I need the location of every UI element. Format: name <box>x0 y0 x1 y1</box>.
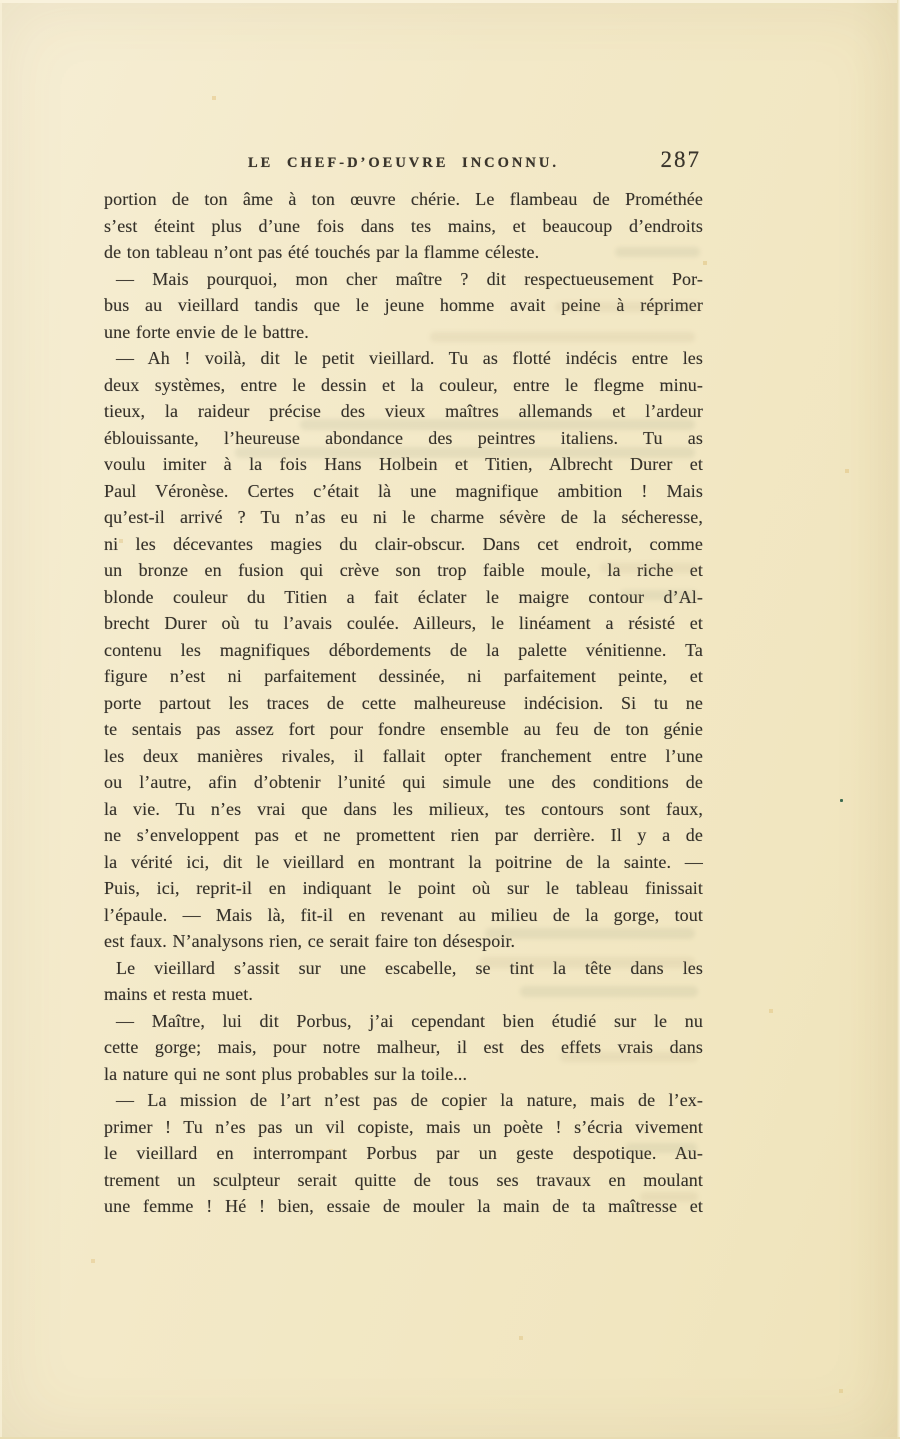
text-line: — La mission de l’art n’est pas de copier la nature, mais de l’ex- <box>116 1090 703 1110</box>
bleed-through-smudge <box>300 419 695 430</box>
bleed-through-smudge <box>520 986 698 997</box>
page-edge-left <box>0 0 2 1439</box>
bleed-through-smudge <box>620 590 698 600</box>
running-head <box>104 147 703 178</box>
text-line: la vie. Tu n’es vrai que dans les milieux, tes contours sont faux, <box>104 798 703 819</box>
text-line: ne s’enveloppent pas et ne promettent rien par derrière. Il y a de <box>104 825 703 845</box>
text-line: brecht Durer où tu l’avais coulée. Ailleurs, le linéament a résisté et <box>104 613 703 633</box>
text-line: porte partout les traces de cette malheureuse indécision. Si tu ne <box>104 692 703 713</box>
text-line: la vérité ici, dit le vieillard en montrant la poitrine de la sainte. — <box>104 851 703 872</box>
text-line: contenu les magnifiques débordements de la palette vénitienne. Ta <box>104 639 703 660</box>
bleed-through-smudge <box>615 247 700 257</box>
page-edge-top <box>0 0 900 3</box>
text-line: tieux, la raideur précise des vieux maîtres allemands et l’ardeur <box>104 401 703 421</box>
running-title: LE CHEF-D’OEUVRE INCONNU. <box>248 155 559 171</box>
text-line: Puis, ici, reprit-il en indiquant le point où sur le tableau finissait <box>104 878 703 898</box>
bleed-through-smudge <box>235 447 695 458</box>
green-ink-speck <box>840 799 843 802</box>
text-line: voulu imiter à la fois Hans Holbein et Titien, Albrecht Durer et <box>104 454 703 474</box>
text-line: blonde couleur du Titien a fait éclater le maigre contour d’Al- <box>104 586 703 607</box>
text-line: de ton tableau n’ont pas été touchés par la flamme céleste. <box>104 242 540 262</box>
bleed-through-smudge <box>555 302 700 312</box>
text-line: le vieillard en interrompant Porbus par un geste despotique. Au- <box>104 1143 703 1163</box>
text-line: cette gorge; mais, pour notre malheur, il est des effets vrais dans <box>104 1037 703 1057</box>
paper-specks <box>0 0 2 2</box>
text-line: ou l’autre, afin d’obtenir l’unité qui simule une des conditions de <box>104 772 703 792</box>
bleed-through-smudge <box>640 1192 698 1202</box>
text-line: une femme ! Hé ! bien, essaie de mouler la main de ta maîtresse et <box>104 1196 703 1216</box>
text-line: trement un sculpteur serait quitte de tous ses travaux en moulant <box>104 1169 703 1190</box>
bleed-through-smudge <box>600 563 698 573</box>
text-line: figure n’est ni parfaitement dessinée, ni parfaitement peinte, et <box>104 666 703 686</box>
text-line: primer ! Tu n’es pas un vil copiste, mais un poète ! s’écria vivement <box>104 1116 703 1137</box>
text-line: l’épaule. — Mais là, fit-il en revenant au milieu de la gorge, tout <box>104 904 703 925</box>
bleed-through-smudge <box>485 928 695 939</box>
text-line: une forte envie de le battre. <box>104 321 309 342</box>
page-number: 287 <box>660 147 701 172</box>
text-line: un bronze en fusion qui crève son trop faible moule, la riche et <box>104 560 703 580</box>
text-line: Le vieillard s’assit sur une escabelle, se tint la tête dans les <box>116 957 703 978</box>
text-line: — Maître, lui dit Porbus, j’ai cependant bien étudié sur le nu <box>116 1010 703 1031</box>
text-line: — Mais pourquoi, mon cher maître ? dit respectueusement Por- <box>116 268 703 289</box>
text-line: la nature qui ne sont plus probables sur la toile... <box>104 1063 468 1084</box>
bleed-through-smudge <box>480 957 695 968</box>
text-line: portion de ton âme à ton œuvre chérie. Le flambeau de Prométhée <box>104 189 703 209</box>
text-line: Paul Véronèse. Certes c’était là une magnifique ambition ! Mais <box>104 480 703 501</box>
text-line: les deux manières rivales, il fallait opter franchement entre l’une <box>104 745 703 766</box>
text-line: éblouissante, l’heureuse abondance des peintres italiens. Tu as <box>104 427 703 448</box>
bleed-through-smudge <box>625 1143 697 1153</box>
text-line: ni les décevantes magies du clair-obscur. Dans cet endroit, comme <box>104 533 703 554</box>
text-line: — Ah ! voilà, dit le petit vieillard. Tu as flotté indécis entre les <box>116 348 703 368</box>
text-line: bus au vieillard tandis que le jeune homme avait peine à réprimer <box>104 295 703 315</box>
text-line: s’est éteint plus d’une fois dans tes mains, et beaucoup d’endroits <box>104 215 703 236</box>
bleed-through-smudge <box>430 332 695 342</box>
text-line: est faux. N’analysons rien, ce serait faire ton désespoir. <box>104 931 516 951</box>
text-line: qu’est-il arrivé ? Tu n’as eu ni le charme sévère de la sécheresse, <box>104 507 703 527</box>
page-edge-shade <box>851 0 897 1439</box>
bleed-through-smudge <box>560 1052 698 1062</box>
text-line: deux systèmes, entre le dessin et la couleur, entre le flegme minu- <box>104 374 703 395</box>
text-line: mains et resta muet. <box>104 984 253 1004</box>
text-line: te sentais pas assez fort pour fondre ensemble au feu de ton génie <box>104 719 703 739</box>
